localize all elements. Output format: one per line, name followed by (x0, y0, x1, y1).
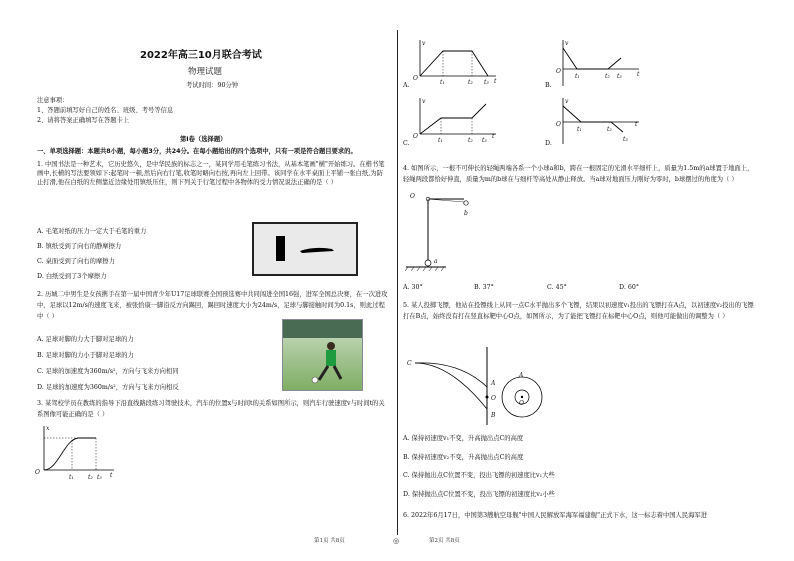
question-3: 3. 某驾校学员在教练的指导下沿直线路段练习驾驶技术，汽车的位置x与时间t的关系如图所示，则汽车行驶速度v与时间t的关系图像可能正确的是（ ） (37, 400, 385, 418)
svg-text:t: t (492, 133, 495, 140)
q4-option-d: D. 60° (619, 284, 639, 291)
q4-option-a: A. 30° (403, 284, 423, 291)
svg-text:t₂: t₂ (88, 474, 93, 481)
page-footer-right: 第2页 共8页 (429, 538, 460, 544)
q2-option-b: B. 足球对脚的力小于脚对足球的力 (37, 352, 134, 359)
svg-text:t₃: t₃ (482, 137, 487, 144)
subject-title: 物理试题 (188, 67, 223, 77)
q5-option-b: B. 保持初速度v₂不变，升高抛出点C的高度 (403, 454, 524, 461)
q1-option-a: A. 毛笔对纸的压力一定大于毛笔的重力 (37, 228, 147, 235)
svg-text:B: B (491, 412, 496, 419)
graph-label-b: B. (545, 82, 552, 89)
svg-text:O: O (35, 469, 40, 476)
q4-option-b: B. 37° (474, 284, 494, 291)
svg-text:t₂: t₂ (468, 79, 473, 86)
svg-text:O: O (519, 400, 524, 407)
calligraphy-image (252, 222, 358, 276)
v-t-graph-b (553, 38, 643, 88)
svg-text:O: O (413, 75, 418, 82)
question-1: 1. 中国书法是一种艺术，它历史悠久，是中华民族的标志之一，某同学用毛笔练习书法，从基本笔画"横"开始练习。在楷书笔画中,长横的写法要领如下:起笔时一顿,然后向右行笔,收笔时略向右按,再向左上回带。该同学在水平桌面上平铺一张白纸,为防止打滑,他在白纸的左侧靠近边缘处用镇纸压住，则下列关于行笔过程中各物体的受力情况说法正确的是（ ） (37, 161, 385, 187)
football-photo (282, 319, 363, 391)
svg-text:v: v (422, 40, 426, 47)
svg-text:t: t (635, 121, 638, 128)
note-2: 2、请将答案正确填写在答题卡上 (37, 117, 130, 124)
question-6: 6. 2022年6月17日，中国第3艘航空母舰"中国人民解放军海军福建舰"正式下水，这一标志着中国人民海军进 (403, 512, 708, 519)
x-t-graph (35, 424, 118, 494)
svg-text:t: t (110, 472, 113, 479)
svg-text:t₁: t₁ (440, 79, 445, 86)
exam-time: 考试时间：90分钟 (186, 82, 239, 89)
q2-option-a: A. 足球对脚的力大于脚对足球的力 (37, 336, 134, 343)
exam-title: 2022年高三10月联合考试 (140, 50, 262, 61)
q5-option-d: D. 保持抛出点C位置不变，投出飞镖的初速度比v₂小些 (403, 491, 555, 498)
question-5: 5. 某人投掷飞镖，他站在投镖线上从同一点C水平抛出多个飞镖，结果以初速度v₁投出的飞镖打在A点，以初速度v₂投出的飞镖打在B点，始终没有打在竖直标靶中心O点，如图所示，为了能把飞镖打在标靶中心O点，则他可能做出的调整为（ ） (403, 302, 754, 320)
svg-text:x: x (46, 425, 50, 432)
svg-text:O: O (410, 193, 415, 200)
svg-text:t₁: t₁ (438, 137, 443, 144)
svg-text:v: v (565, 98, 569, 105)
svg-text:C: C (407, 360, 412, 367)
v-t-graph-c (410, 96, 500, 146)
q5-option-a: A. 保持初速度v₁不变，升高抛出点C的高度 (403, 435, 524, 442)
svg-text:O: O (556, 121, 561, 128)
q5-option-c: C. 保持抛出点C位置不变，投出飞镖的初速度比v₁大些 (403, 472, 555, 479)
graph-label-c: C. (403, 140, 410, 147)
svg-text:t₁: t₁ (575, 73, 580, 80)
svg-text:t₃: t₃ (617, 73, 622, 80)
pendulum-diagram (406, 193, 486, 273)
dart-diagram (405, 345, 575, 425)
section-1-heading: 一、单项选择题：本题共8小题，每小题3分，共24分。在每小题给出的四个选项中，只有一项是符合题目要求的。 (37, 148, 357, 155)
svg-text:t₃: t₃ (97, 474, 102, 481)
svg-text:b: b (464, 210, 468, 217)
q4-option-c: C. 45° (547, 284, 567, 291)
svg-text:A: A (519, 372, 524, 379)
svg-text:t: t (637, 71, 640, 78)
svg-text:t₁: t₁ (69, 474, 74, 481)
v-t-graph-a (410, 38, 500, 88)
q1-option-d: D. 白纸受到了3个摩擦力 (37, 273, 107, 280)
v-t-graph-d (553, 96, 643, 146)
svg-text:v: v (565, 40, 569, 47)
page-footer-left: 第1页 共8页 (314, 538, 345, 544)
svg-text:O: O (413, 133, 418, 140)
notes-heading: 注意事项： (37, 97, 69, 104)
part-1-heading: 第Ⅰ卷（选择题） (180, 136, 227, 143)
svg-text:t₁: t₁ (577, 126, 582, 133)
svg-text:v: v (422, 98, 426, 105)
q1-option-b: B. 镇纸受到了向右的静摩擦力 (37, 243, 122, 250)
q2-option-d: D. 足球的加速度为360m/s²，方向与飞来方向相反 (37, 384, 179, 391)
svg-text:t₃: t₃ (484, 79, 489, 86)
question-4: 4. 如图所示，一根不可伸长的轻绳两端各系一个小球a和b，跨在一根固定的光滑水平细杆上，质量为1.5m的a球置于地面上，轻绳两段都恰好伸直，质量为m的b球在与细杆等高处从静止释放。当a球对地面压力刚好为零时，b球摆过的角度为（ ） (403, 165, 754, 183)
svg-text:t: t (494, 78, 497, 85)
center-mark: ◎ (393, 537, 400, 545)
svg-text:t₃: t₃ (623, 136, 628, 143)
svg-text:t₂: t₂ (605, 73, 610, 80)
svg-text:O: O (491, 395, 496, 402)
svg-text:t₂: t₂ (607, 126, 612, 133)
svg-text:O: O (556, 68, 561, 75)
svg-text:A: A (491, 380, 496, 387)
q1-option-c: C. 桌面受到了向右的摩擦力 (37, 258, 115, 265)
graph-label-d: D. (545, 140, 552, 147)
svg-text:t₂: t₂ (468, 137, 473, 144)
q2-option-c: C. 足球的加速度为360m/s²，方向与飞来方向相同 (37, 368, 179, 375)
svg-text:a: a (434, 258, 438, 265)
note-1: 1、答题前填写好自己的姓名、班级、考号等信息 (37, 107, 174, 114)
question-2: 2. 历城二中男生是女孩携手在第一届中国青少年U17足球联赛全国预选赛中共同闯进全国16强，进军全国总决赛，在一次进攻中，足球以12m/s的速度飞来，被张恰康一脚沿反方向踢回，踢回时速度大小为24m/s，足球与脚接触时间为0.1s，则此过程中（ ） (37, 291, 388, 320)
graph-label-a: A. (403, 82, 410, 89)
page-divider (397, 30, 398, 535)
